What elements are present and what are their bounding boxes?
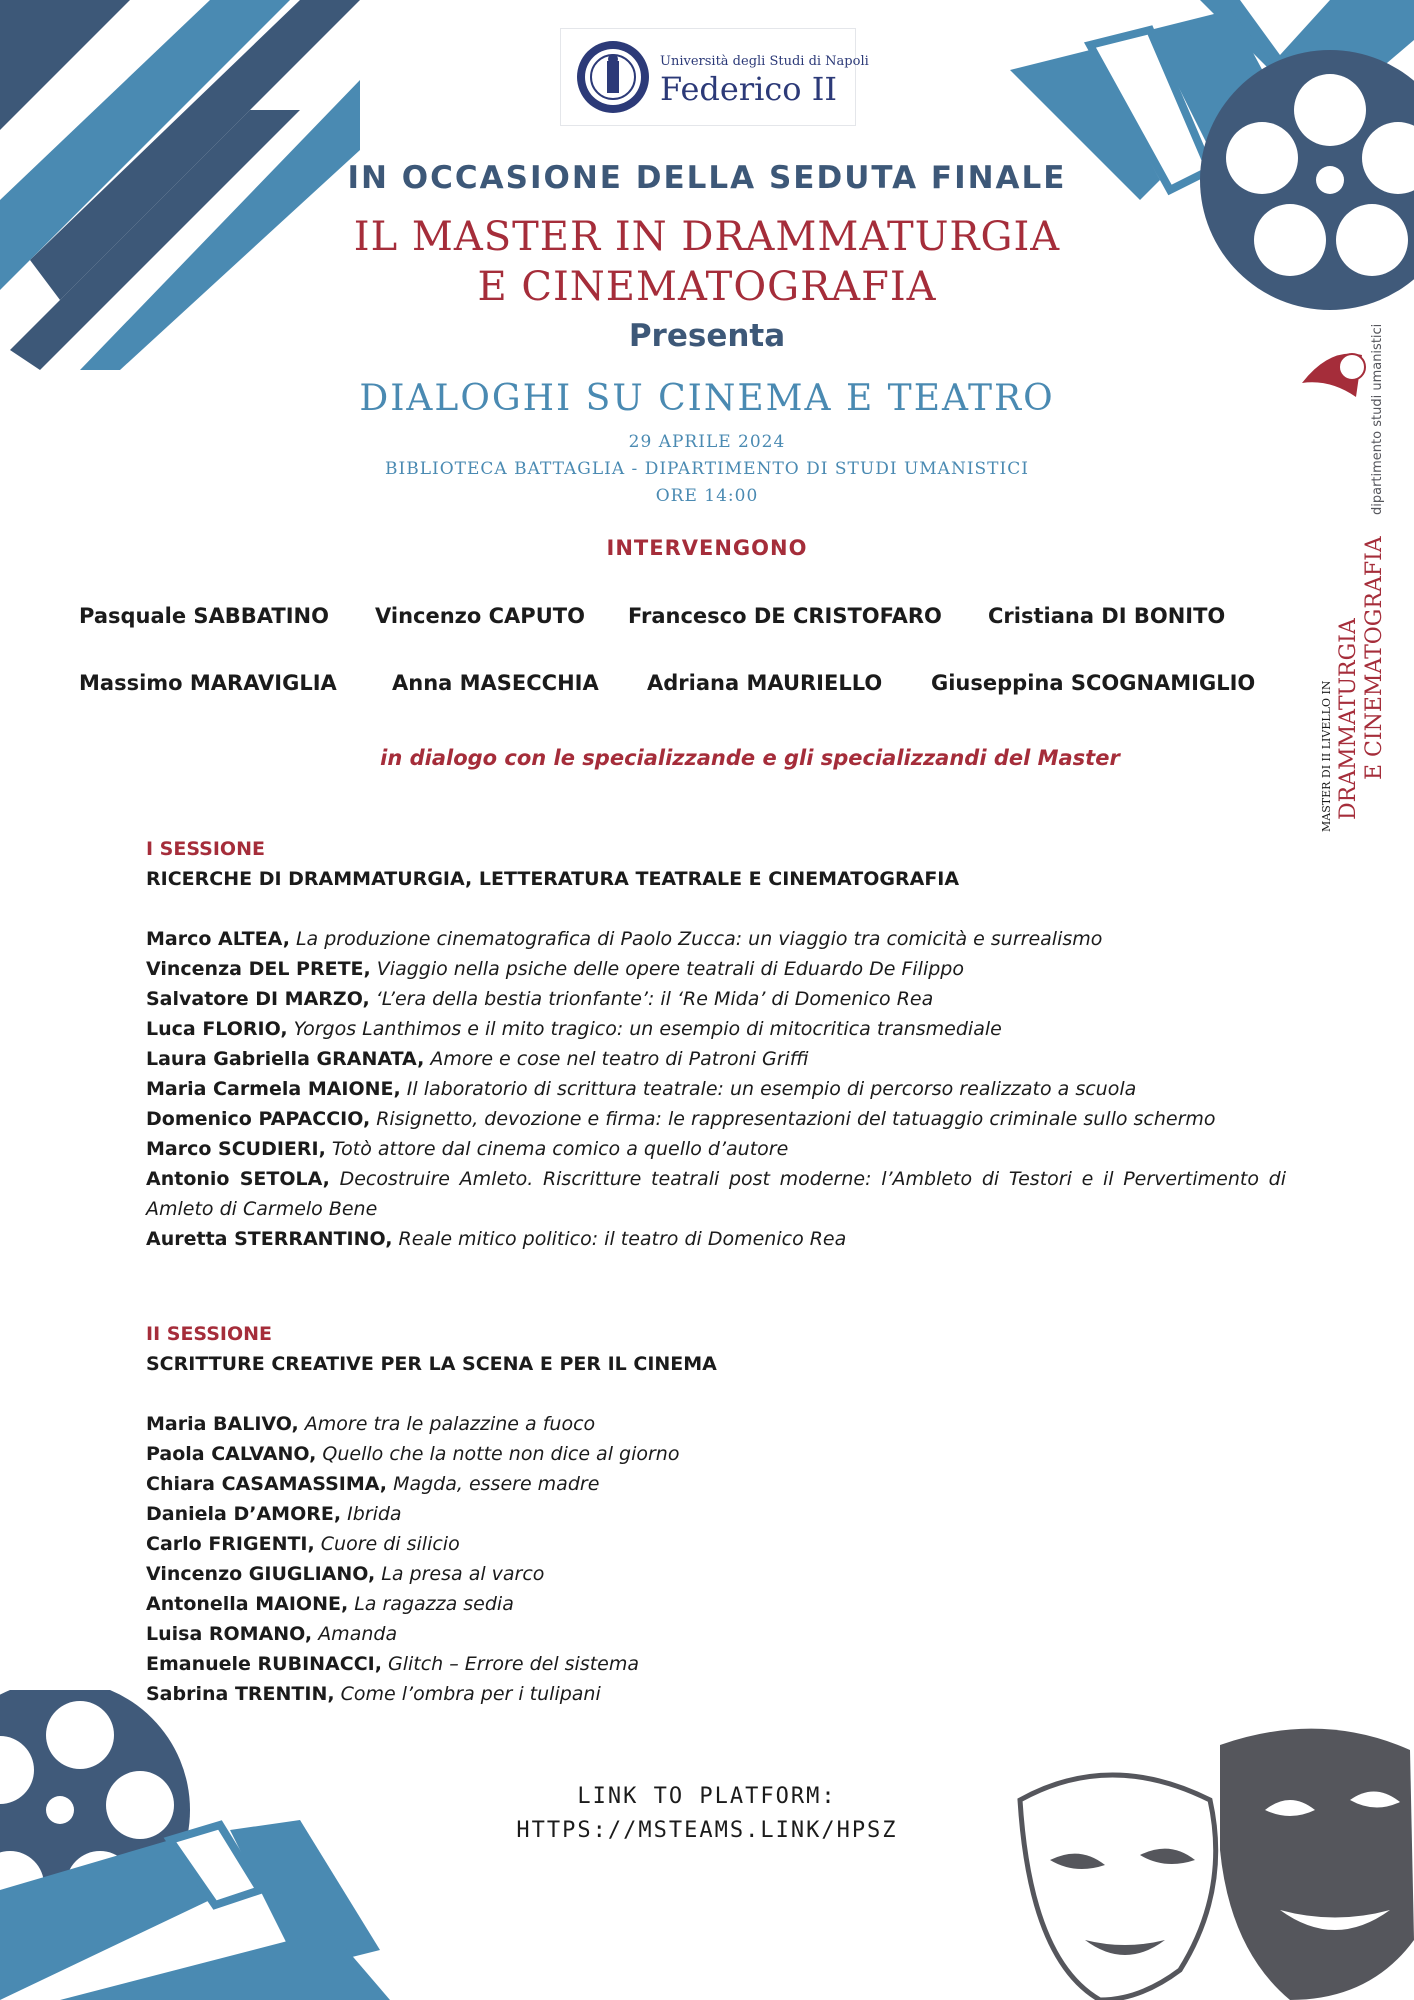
university-seal-icon [575,39,651,115]
platform-link-block [0,1780,1414,1848]
event-venue: BIBLIOTECA BATTAGLIA - DIPARTIMENTO DI STUDI UMANISTICI [385,459,1029,479]
presentation-title: Ibrida [347,1503,402,1525]
presenter-name: Auretta STERRANTINO, [146,1228,393,1250]
speaker-name: Pasquale SABBATINO [79,604,329,628]
presenter-name: Chiara CASAMASSIMA, [146,1473,388,1495]
platform-link-url[interactable]: HTTPS://MSTEAMS.LINK/HPSZ [516,1818,898,1843]
session-item [146,1014,1286,1044]
session-item [146,1679,1286,1709]
session-item [146,1619,1286,1649]
speaker-name: Anna MASECCHIA [392,671,599,695]
master-label-line1: MASTER DI II LIVELLO IN [1320,680,1333,832]
speaker-name: Adriana MAURIELLO [647,671,883,695]
event-date: 29 APRILE 2024 [628,432,786,452]
master-title-line1: IL MASTER IN DRAMMATURGIA [353,214,1061,260]
session-item [146,1224,1286,1254]
presenter-name: Emanuele RUBINACCI, [146,1653,382,1675]
speaker-name: Vincenzo CAPUTO [375,604,585,628]
presenter-name: Sabrina TRENTIN, [146,1683,335,1705]
presentation-title: ‘L’era della bestia trionfante’: il ‘Re Mida’ di Domenico Rea [375,988,934,1010]
presentation-title: La presa al varco [381,1563,545,1585]
event-title: DIALOGHI SU CINEMA E TEATRO [359,378,1055,419]
speaker-name: Cristiana DI BONITO [988,604,1226,628]
occasion-heading: IN OCCASIONE DELLA SEDUTA FINALE [347,160,1067,196]
presenter-name: Luisa ROMANO, [146,1623,313,1645]
session-item [146,1074,1286,1104]
master-title-line2: E CINEMATOGRAFIA [477,264,937,310]
university-name-line2: Federico II [660,70,837,108]
session-item [146,984,1286,1014]
session-item [146,1529,1286,1559]
master-title [0,212,1414,312]
speaker-name: Francesco DE CRISTOFARO [628,604,942,628]
presentation-title: Viaggio nella psiche delle opere teatrali di Eduardo De Filippo [376,958,964,980]
session-item [146,1559,1286,1589]
presentation-title: Il laboratorio di scrittura teatrale: un esempio di percorso realizzato a scuola [406,1078,1137,1100]
presenter-name: Vincenza DEL PRETE, [146,958,371,980]
presenter-name: Marco SCUDIERI, [146,1138,326,1160]
presentation-title: Amore tra le palazzine a fuoco [304,1413,596,1435]
presentation-title: La produzione cinematografica di Paolo Zucca: un viaggio tra comicità e surrealismo [295,928,1103,950]
dept-studi-umanistici: dipartimento studi umanistici [1370,323,1385,515]
session-item [146,1649,1286,1679]
session-item [146,1589,1286,1619]
session-item [146,924,1286,954]
dialogue-note: in dialogo con le specializzande e gli specializzandi del Master [380,746,1120,770]
presenter-name: Carlo FRIGENTI, [146,1533,315,1555]
master-label-line3: E CINEMATOGRAFIA [1362,536,1387,780]
session-2-list [146,1409,1286,1709]
session-2-title: II SESSIONE [146,1323,273,1345]
speaker-name: Giuseppina SCOGNAMIGLIO [931,671,1256,695]
session-item [146,954,1286,984]
session-item [146,1439,1286,1469]
session-1-subtitle: RICERCHE DI DRAMMATURGIA, LETTERATURA TEATRALE E CINEMATOGRAFIA [146,868,960,890]
presenter-name: Antonella MAIONE, [146,1593,349,1615]
presenter-name: Domenico PAPACCIO, [146,1108,371,1130]
session-item [146,1104,1286,1134]
session-1 [146,834,1286,1254]
presentation-title: Decostruire Amleto. Riscritture teatrali post moderne: l’Ambleto di Testori e il Pervertimento di Amleto di Carmelo Bene [146,1168,1286,1220]
presentation-title: Amanda [318,1623,398,1645]
session-item [146,1134,1286,1164]
presentation-title: Totò attore dal cinema comico a quello d’autore [331,1138,789,1160]
speakers-heading: INTERVENGONO [606,536,808,560]
master-label-line2: DRAMMATURGIA [1336,618,1361,820]
presenter-name: Laura Gabriella GRANATA, [146,1048,425,1070]
university-name-line1: Università degli Studi di Napoli [660,54,869,69]
session-1-list [146,924,1286,1254]
session-item [146,1499,1286,1529]
speaker-name: Massimo MARAVIGLIA [79,671,337,695]
platform-link-label: LINK TO PLATFORM: [577,1784,837,1809]
presentation-title: Cuore di silicio [320,1533,460,1555]
presentation-title: Come l’ombra per i tulipani [340,1683,601,1705]
presents-label: Presenta [628,318,786,354]
presenter-name: Antonio SETOLA, [146,1168,330,1190]
presentation-title: La ragazza sedia [354,1593,514,1615]
presenter-name: Marco ALTEA, [146,928,290,950]
session-item [146,1164,1286,1224]
presenter-name: Salvatore DI MARZO, [146,988,370,1010]
presentation-title: Yorgos Lanthimos e il mito tragico: un esempio di mitocritica transmediale [293,1018,1002,1040]
presentation-title: Risignetto, devozione e firma: le rappresentazioni del tatuaggio criminale sullo schermo [376,1108,1216,1130]
presenter-name: Maria Carmela MAIONE, [146,1078,401,1100]
presenter-name: Vincenzo GIUGLIANO, [146,1563,376,1585]
presentation-title: Reale mitico politico: il teatro di Domenico Rea [398,1228,847,1250]
presenter-name: Luca FLORIO, [146,1018,288,1040]
session-2 [146,1319,1286,1709]
presenter-name: Maria BALIVO, [146,1413,299,1435]
presenter-name: Daniela D’AMORE, [146,1503,342,1525]
presentation-title: Quello che la notte non dice al giorno [322,1443,680,1465]
presentation-title: Glitch – Errore del sistema [388,1653,640,1675]
session-1-title: I SESSIONE [146,838,265,860]
session-item [146,1469,1286,1499]
presenter-name: Paola CALVANO, [146,1443,317,1465]
event-time: ORE 14:00 [655,486,759,506]
presentation-title: Magda, essere madre [393,1473,600,1495]
presentation-title: Amore e cose nel teatro di Patroni Griffi [430,1048,809,1070]
session-item [146,1044,1286,1074]
session-2-subtitle: SCRITTURE CREATIVE PER LA SCENA E PER IL CINEMA [146,1353,717,1375]
session-item [146,1409,1286,1439]
